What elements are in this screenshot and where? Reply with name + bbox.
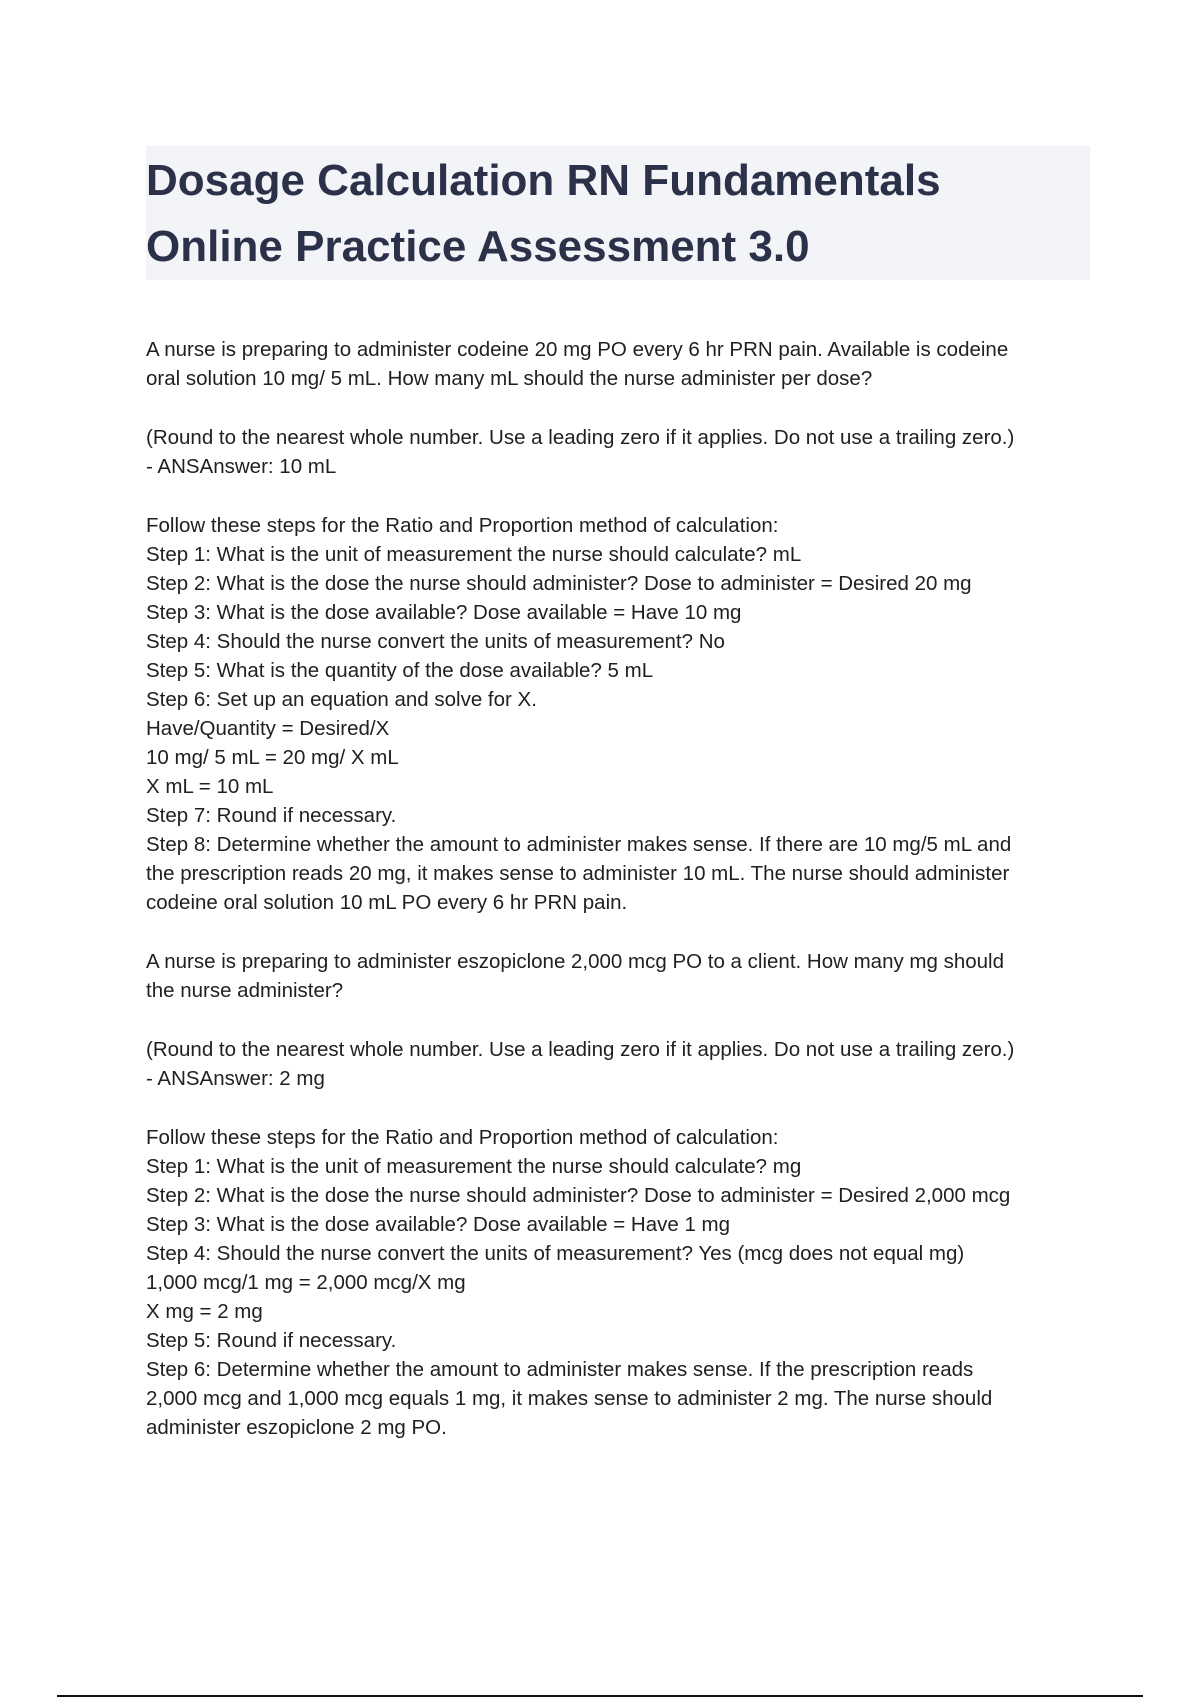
question-2-line: A nurse is preparing to administer eszopiclone 2,000 mcg PO to a client. How many mg should (146, 950, 1005, 973)
step-line: Step 6: Determine whether the amount to administer makes sense. If the prescription reads (146, 1358, 974, 1381)
step-line: Step 7: Round if necessary. (146, 804, 397, 827)
step-line: 10 mg/ 5 mL = 20 mg/ X mL (146, 746, 399, 769)
question-1-steps (146, 511, 1106, 917)
page-title-line-1: Dosage Calculation RN Fundamentals (146, 156, 941, 205)
step-line: Follow these steps for the Ratio and Proportion method of calculation: (146, 514, 779, 537)
step-line: Follow these steps for the Ratio and Proportion method of calculation: (146, 1126, 779, 1149)
rounding-instruction: (Round to the nearest whole number. Use a leading zero if it applies. Do not use a trailing zero.) (146, 1038, 1015, 1061)
step-line: codeine oral solution 10 mL PO every 6 hr PRN pain. (146, 891, 628, 914)
step-line: 1,000 mcg/1 mg = 2,000 mcg/X mg (146, 1271, 466, 1294)
step-line: Step 8: Determine whether the amount to administer makes sense. If there are 10 mg/5 mL and (146, 833, 1012, 856)
step-line: Step 4: Should the nurse convert the units of measurement? Yes (mcg does not equal mg) (146, 1242, 965, 1265)
title-banner (146, 146, 1090, 280)
question-2 (146, 947, 1106, 1005)
step-line: Step 5: Round if necessary. (146, 1329, 397, 1352)
step-line: administer eszopiclone 2 mg PO. (146, 1416, 447, 1439)
answer-line: - ANSAnswer: 2 mg (146, 1067, 325, 1090)
document-body (146, 335, 1106, 1472)
step-line: Step 4: Should the nurse convert the units of measurement? No (146, 630, 725, 653)
question-1-line: oral solution 10 mg/ 5 mL. How many mL should the nurse administer per dose? (146, 367, 873, 390)
question-2-steps (146, 1123, 1106, 1442)
question-2-answer (146, 1035, 1106, 1093)
question-1-line: A nurse is preparing to administer codeine 20 mg PO every 6 hr PRN pain. Available is codeine (146, 338, 1009, 361)
question-2-line: the nurse administer? (146, 979, 344, 1002)
step-line: the prescription reads 20 mg, it makes sense to administer 10 mL. The nurse should administer (146, 862, 1010, 885)
rounding-instruction: (Round to the nearest whole number. Use a leading zero if it applies. Do not use a trailing zero.) (146, 426, 1015, 449)
step-line: Step 1: What is the unit of measurement the nurse should calculate? mg (146, 1155, 802, 1178)
page-title-line-2: Online Practice Assessment 3.0 (146, 222, 810, 271)
footer-divider (57, 1695, 1143, 1697)
answer-line: - ANSAnswer: 10 mL (146, 455, 337, 478)
step-line: Step 1: What is the unit of measurement the nurse should calculate? mL (146, 543, 802, 566)
question-1-answer (146, 423, 1106, 481)
step-line: Step 3: What is the dose available? Dose available = Have 10 mg (146, 601, 742, 624)
step-line: Step 2: What is the dose the nurse should administer? Dose to administer = Desired 20 mg (146, 572, 972, 595)
question-1 (146, 335, 1106, 393)
step-line: Step 2: What is the dose the nurse should administer? Dose to administer = Desired 2,000 mcg (146, 1184, 1011, 1207)
step-line: X mg = 2 mg (146, 1300, 263, 1323)
step-line: Have/Quantity = Desired/X (146, 717, 390, 740)
step-line: Step 6: Set up an equation and solve for X. (146, 688, 537, 711)
step-line: X mL = 10 mL (146, 775, 274, 798)
step-line: Step 3: What is the dose available? Dose available = Have 1 mg (146, 1213, 731, 1236)
step-line: 2,000 mcg and 1,000 mcg equals 1 mg, it makes sense to administer 2 mg. The nurse should (146, 1387, 993, 1410)
step-line: Step 5: What is the quantity of the dose available? 5 mL (146, 659, 654, 682)
